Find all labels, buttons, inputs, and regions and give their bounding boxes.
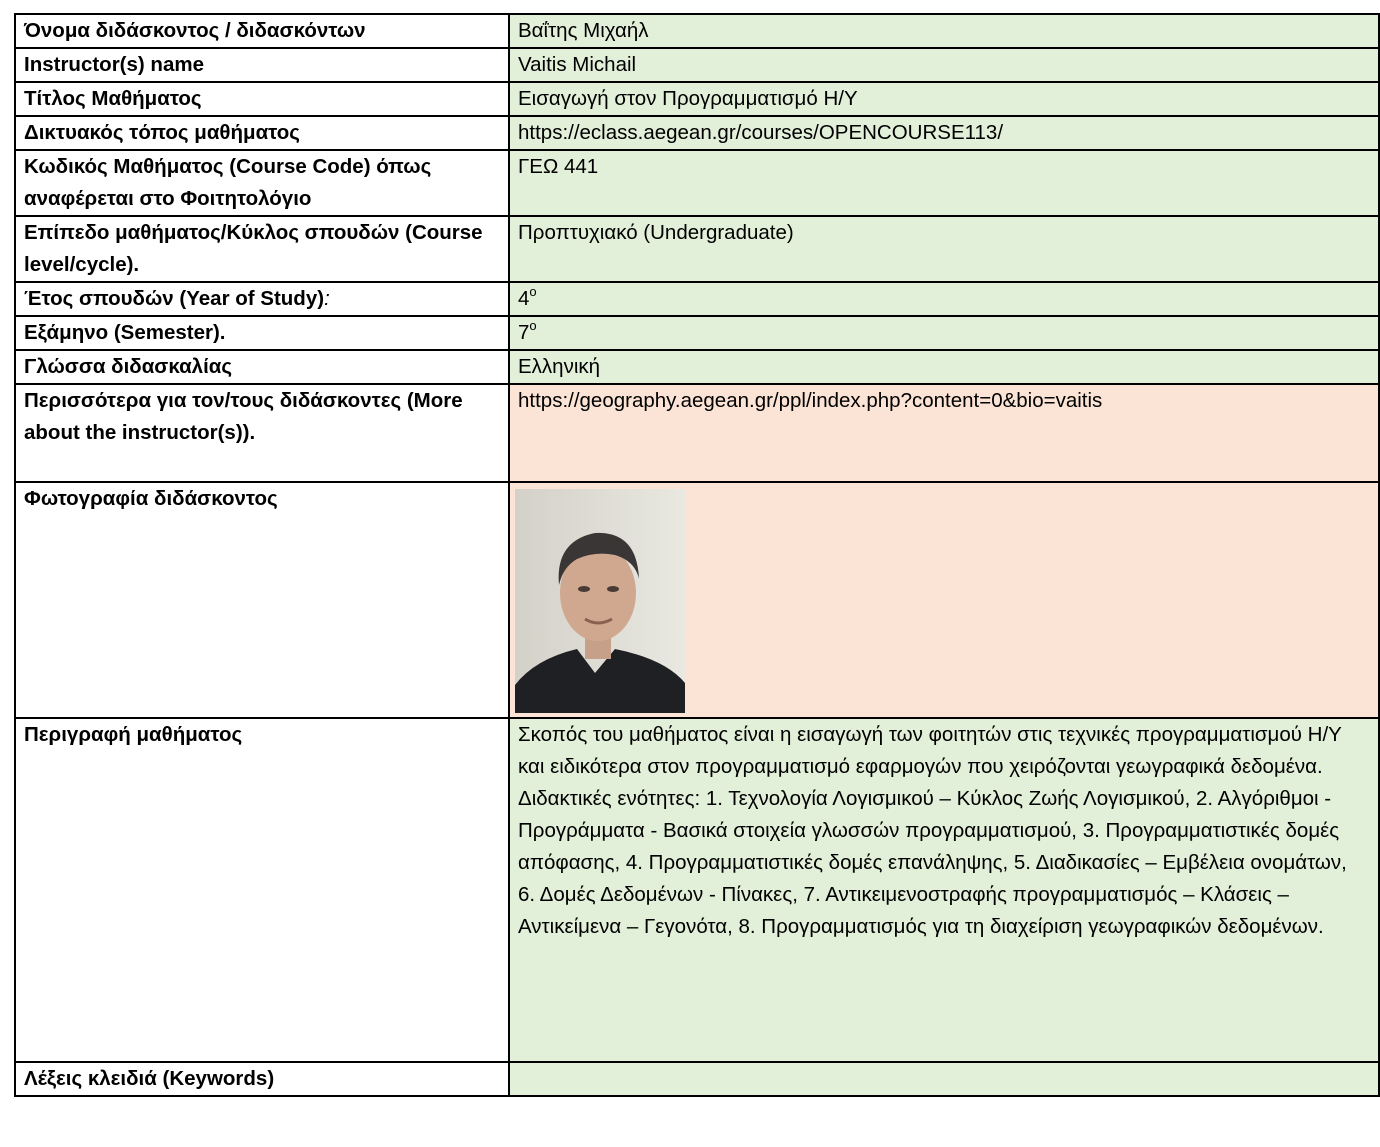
table-row: [15, 150, 1379, 216]
instructor-photo: [515, 489, 685, 713]
label-course-title: Τίτλος Μαθήματος: [15, 82, 509, 116]
table-row: [15, 316, 1379, 350]
label-course-website: Δικτυακός τόπος μαθήματος: [15, 116, 509, 150]
value-year-ordinal: ο: [529, 284, 537, 300]
label-semester: Εξάμηνο (Semester).: [15, 316, 509, 350]
label-course-level: Επίπεδο μαθήματος/Κύκλος σπουδών (Course level/cycle).: [15, 216, 509, 282]
table-row: [15, 116, 1379, 150]
course-info-table: [14, 13, 1380, 1097]
table-row: [15, 82, 1379, 116]
course-description-units: Διδακτικές ενότητες: 1. Τεχνολογία Λογισμικού – Κύκλος Ζωής Λογισμικού, 2. Αλγόριθμοι - Προγράμματα - Βασικά στοιχεία γλωσσών προγραμματισμού, 3. Προγραμματιστικές δομές απόφασης, 4. Προγραμματιστικές δομές επανάληψης, 5. Διαδικασίες – Εμβέλεια ονομάτων, 6. Δομές Δεδομένων - Πίνακες, 7. Αντικειμενοστραφής προγραμματισμός – Κλάσεις – Αντικείμενα – Γεγονότα, 8. Προγραμματισμός για τη διαχείριση γεωγραφικών δεδομένων.: [518, 787, 1347, 938]
value-more-about-link[interactable]: https://geography.aegean.gr/ppl/index.php?content=0&bio=vaitis: [509, 384, 1379, 482]
value-instructor-en: Vaitis Michail: [509, 48, 1379, 82]
label-year-suffix: :: [324, 287, 330, 310]
table-row: [15, 282, 1379, 316]
value-course-description: [509, 718, 1379, 1062]
table-row: [15, 482, 1379, 718]
value-language: Ελληνική: [509, 350, 1379, 384]
table-row: [15, 384, 1379, 482]
label-keywords: Λέξεις κλειδιά (Keywords): [15, 1062, 509, 1096]
value-course-level: Προπτυχιακό (Undergraduate): [509, 216, 1379, 282]
table-row: [15, 350, 1379, 384]
label-year-text: Έτος σπουδών (Year of Study): [24, 287, 325, 310]
value-instructor-gr: Βαΐτης Μιχαήλ: [509, 14, 1379, 48]
table-row: [15, 48, 1379, 82]
label-course-code: Κωδικός Μαθήματος (Course Code) όπως αναφέρεται στο Φοιτητολόγιο: [15, 150, 509, 216]
value-semester-ordinal: ο: [529, 318, 537, 334]
value-instructor-photo: [509, 482, 1379, 718]
label-instructor-en: Instructor(s) name: [15, 48, 509, 82]
label-more-about: Περισσότερα για τον/τους διδάσκοντες (More about the instructor(s)).: [15, 384, 509, 482]
value-course-code: ΓΕΩ 441: [509, 150, 1379, 216]
value-course-website: https://eclass.aegean.gr/courses/OPENCOURSE113/: [509, 116, 1379, 150]
table-row: [15, 718, 1379, 1062]
label-year-of-study: [15, 282, 509, 316]
value-year-number: 4: [518, 287, 530, 310]
table-row: [15, 216, 1379, 282]
table-row: [15, 1062, 1379, 1096]
value-keywords: [509, 1062, 1379, 1096]
label-instructor-photo: Φωτογραφία διδάσκοντος: [15, 482, 509, 718]
value-course-title: Εισαγωγή στον Προγραμματισμό Η/Υ: [509, 82, 1379, 116]
course-description-intro: Σκοπός του μαθήματος είναι η εισαγωγή των φοιτητών στις τεχνικές προγραμματισμού Η/Υ και ειδικότερα στον προγραμματισμό εφαρμογών που χειρόζονται γεωγραφικά δεδομένα.: [518, 723, 1342, 778]
value-semester-number: 7: [518, 321, 530, 344]
table-row: [15, 14, 1379, 48]
label-course-description: Περιγραφή μαθήματος: [15, 718, 509, 1062]
label-instructor-gr: Όνομα διδάσκοντος / διδασκόντων: [15, 14, 509, 48]
value-year-of-study: [509, 282, 1379, 316]
label-language: Γλώσσα διδασκαλίας: [15, 350, 509, 384]
value-semester: [509, 316, 1379, 350]
